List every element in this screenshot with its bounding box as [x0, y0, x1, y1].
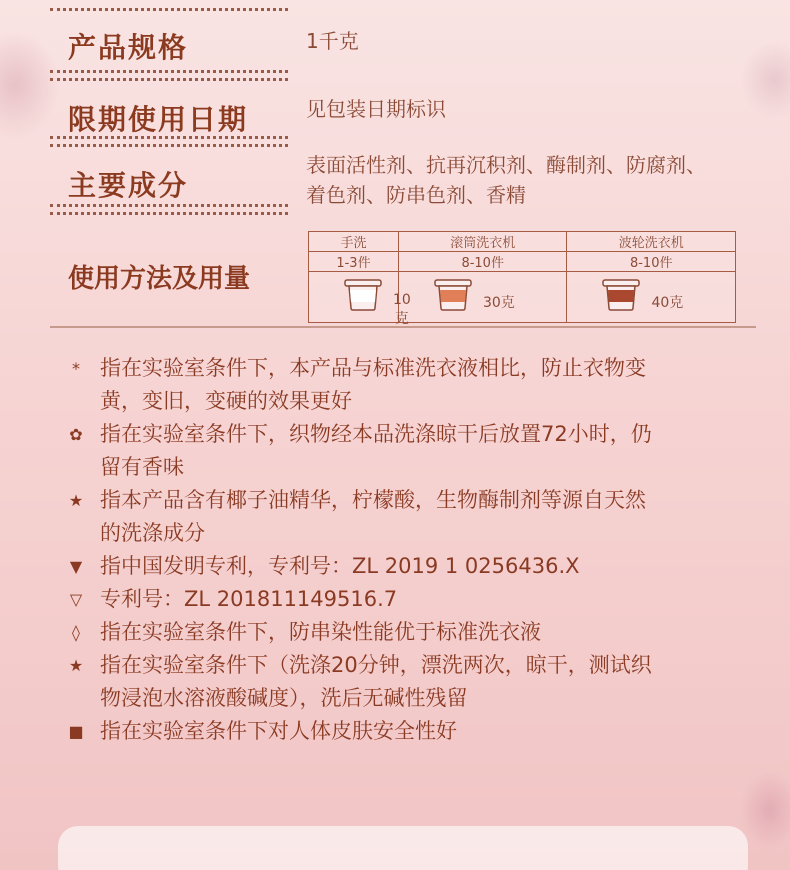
asterisk-icon: *	[72, 359, 80, 378]
flower-icon: ✿	[69, 425, 83, 444]
footnote-item	[66, 715, 756, 748]
measuring-cup-icon	[601, 278, 641, 312]
footnote-item	[66, 352, 756, 418]
footnote-item	[66, 616, 756, 649]
usage-pieces-hand: 1-3件	[309, 252, 399, 272]
footnote-item	[66, 418, 756, 484]
square-icon: ■	[68, 722, 84, 741]
triangle-outline-icon: ▽	[69, 590, 83, 609]
expiry-value: 见包装日期标识	[306, 97, 446, 121]
dotted-divider	[50, 144, 288, 147]
usage-pieces-row	[309, 252, 736, 272]
dotted-divider	[50, 136, 288, 139]
footnote-line-2: 黄，变旧，变硬的效果更好	[100, 389, 352, 413]
star-icon: ★	[68, 491, 84, 510]
background-blob	[740, 40, 790, 120]
usage-pieces-top-load: 8-10件	[567, 252, 736, 272]
usage-dose-row	[309, 272, 736, 323]
diamond-icon: ◊	[72, 623, 80, 642]
footnote-line-2: 的洗涤成分	[100, 521, 205, 545]
dotted-divider	[50, 212, 288, 215]
usage-dose-hand	[309, 272, 411, 328]
footnote-line-1: 指在实验室条件下，防串染性能优于标准洗衣液	[100, 620, 541, 644]
background-blob	[740, 770, 790, 850]
footnote-line-2: 留有香味	[100, 455, 184, 479]
dose-grams: 30克	[482, 295, 515, 312]
ingredients-line-2: 着色剂、防串色剂、香精	[306, 183, 526, 207]
expiry-label: 限期使用日期	[68, 103, 249, 136]
footnote-line-1: 专利号：ZL 201811149516.7	[100, 587, 398, 611]
dotted-divider	[50, 78, 288, 81]
footnote-line-1: 指中国发明专利，专利号：ZL 2019 1 0256436.X	[100, 554, 580, 578]
size-value: 1千克	[306, 29, 359, 53]
footnote-line-1: 指本产品含有椰子油精华，柠檬酸，生物酶制剂等源自天然	[100, 488, 646, 512]
dose-grams: 40克	[651, 295, 684, 312]
footnote-line-1: 指在实验室条件下（洗涤20分钟，漂洗两次，晾干，测试织	[100, 653, 652, 677]
dotted-divider	[50, 204, 288, 207]
section-divider	[50, 326, 756, 328]
usage-header-row	[309, 232, 736, 252]
measuring-cup-icon	[343, 278, 383, 312]
bottom-card	[58, 826, 748, 870]
measuring-cup-icon	[433, 278, 473, 312]
usage-label: 使用方法及用量	[68, 264, 251, 294]
footnote-line-2: 物浸泡水溶液酸碱度），洗后无碱性残留	[100, 686, 468, 710]
usage-dose-front-load	[398, 272, 567, 323]
footnote-item	[66, 649, 756, 715]
footnote-line-1: 指在实验室条件下，本产品与标准洗衣液相比，防止衣物变	[100, 356, 646, 380]
star-icon: ★	[68, 656, 84, 675]
footnote-item	[66, 550, 756, 583]
usage-dose-top-load	[567, 272, 736, 323]
footnote-line-1: 指在实验室条件下，织物经本品洗涤晾干后放置72小时，仍	[100, 422, 652, 446]
usage-pieces-front-load: 8-10件	[398, 252, 567, 272]
footnote-item	[66, 484, 756, 550]
dotted-divider	[50, 70, 288, 73]
triangle-down-icon: ▼	[69, 557, 83, 576]
usage-header-top-load: 波轮洗衣机	[567, 232, 736, 252]
usage-table	[308, 231, 736, 328]
dose-grams: 10克	[393, 292, 411, 328]
ingredients-line-1: 表面活性剂、抗再沉积剂、酶制剂、防腐剂、	[306, 153, 706, 177]
footnote-item	[66, 583, 756, 616]
dotted-divider	[50, 8, 288, 11]
size-label: 产品规格	[68, 31, 189, 64]
footnote-line-1: 指在实验室条件下对人体皮肤安全性好	[100, 719, 457, 743]
usage-header-front-load: 滚筒洗衣机	[398, 232, 567, 252]
ingredients-label: 主要成分	[68, 169, 189, 202]
usage-header-hand: 手洗	[309, 232, 399, 252]
background-blob	[0, 30, 60, 140]
